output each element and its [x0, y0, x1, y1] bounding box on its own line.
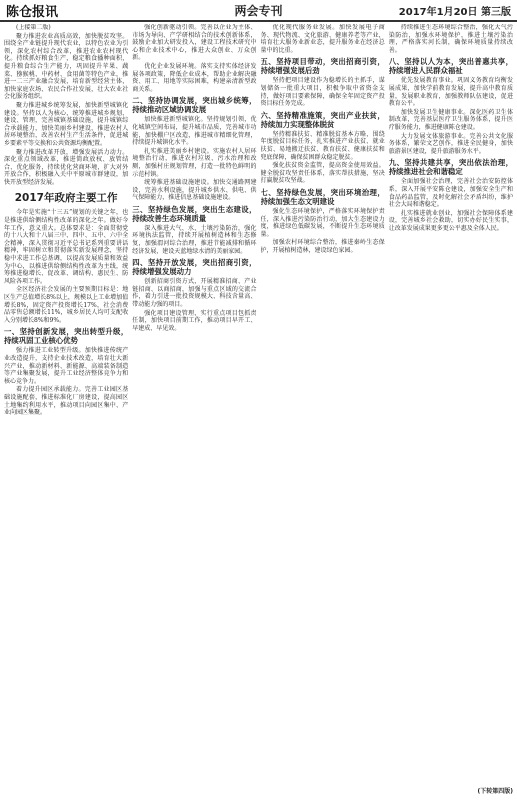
- article-column-2: [132, 24, 256, 796]
- paragraph: 深入推进大气、水、土壤污染防治，强化环境执法监管，持续开展植树造林和生态修复，加强渭河综合治理，推进节能减排和循环经济发展，建设天蓝地绿水清的美丽家园。: [132, 224, 257, 255]
- paragraph: 强化扶贫资金监管，提高资金使用效益。健全脱贫攻坚责任体系，落实帮扶措施，坚决打赢脱贫攻坚战。: [260, 162, 385, 185]
- section-heading: 一、坚持创新发展，突出转型升级，持续巩固工业核心优势: [4, 327, 129, 346]
- section-title: 两会专刊: [234, 4, 283, 18]
- article-column-4: [389, 24, 513, 796]
- page-number: 第三版: [481, 7, 511, 18]
- masthead: [0, 0, 517, 22]
- section-heading: 二、坚持协调发展，突出城乡统筹，持续推动区域协调发展: [132, 96, 257, 115]
- paragraph: 聚力推进改革开放，增强发展活力动力。深化重点领域改革，推进简政放权、放管结合、优化服务，持续优化营商环境，扩大对外开放合作，积极融入关中平原城市群建设，加快开放型经济发展。: [4, 148, 129, 186]
- issue-date-page: [399, 3, 511, 18]
- paragraph: 统筹推进基础设施建设。加快交通路网建设，完善水利设施，提升城乡供水、供电、供气保障能力，推进信息基础设施建设。: [132, 179, 257, 202]
- section-heading: 七、坚持绿色发展，突出环境治理，持续加强生态文明建设: [260, 187, 385, 206]
- continued-note: (下转第四版): [477, 788, 513, 796]
- article-column-1: [4, 24, 128, 796]
- paragraph: 扎实推进美丽乡村建设。实施农村人居环境整治行动，推进农村垃圾、污水治理和改厕，加强村庄规划管理，打造一批特色鲜明的示范村镇。: [132, 147, 257, 178]
- section-heading: 五、坚持项目带动，突出招商引资，持续增强发展后劲: [260, 57, 385, 76]
- paragraph: 强化项目建设管理，实行重点项目包抓责任制，加快项目前期工作，推动项目早开工、早建成、早见效。: [132, 309, 257, 332]
- paragraph: 大力发展文体旅游事业。完善公共文化服务体系，繁荣文艺创作，推进全民健身，加快旅游景区建设，提升旅游服务水平。: [388, 132, 513, 155]
- section-heading: 四、坚持开放发展，突出招商引资，持续增强发展动力: [132, 258, 257, 277]
- paragraph: 坚持把项目建设作为稳增长的主抓手，谋划储备一批重大项目，积极争取中省资金支持，做好项目要素保障，确保全年固定资产投资目标任务完成。: [260, 77, 385, 108]
- section-heading: 三、坚持绿色发展，突出生态建设，持续改善生态环境质量: [132, 204, 257, 223]
- paragraph: 强化创新驱动引领。完善以企业为主体、市场为导向、产学研相结合的技术创新体系，鼓励企业加大研发投入，建设工程技术研究中心和企业技术中心，推进大众创业、万众创新。: [132, 24, 257, 62]
- section-heading: 六、坚持精准施策，突出产业扶贫，持续加力实现整体脱贫: [260, 110, 385, 129]
- paragraph: 今年是实施“十三五”规划的关键之年，也是推进供给侧结构性改革的深化之年。做好今年工作，意义重大。总体要求是：全面贯彻党的十八大和十八届三中、四中、五中、六中全会精神，深入贯彻习近平总书记系列重要讲话精神，牢固树立和贯彻落实新发展理念，坚持稳中求进工作总基调，以提高发展质量和效益为中心，以推进供给侧结构性改革为主线，统筹推进稳增长、促改革、调结构、惠民生、防风险各项工作。: [4, 209, 129, 285]
- paragraph: 聚力推进城乡统筹发展，加快新型城镇化建设。坚持以人为核心，统筹推进城乡规划、建设、管理，完善城镇基础设施，提升城镇综合承载能力，加快美丽乡村建设，推进农村人居环境整治，改善农村生产生活条件，促进城乡要素平等交换和公共资源均衡配置。: [4, 101, 129, 147]
- paragraph: 坚持精准扶贫、精准脱贫基本方略，围绕年度脱贫目标任务，扎实推进产业扶贫、就业扶贫、易地搬迁扶贫、教育扶贫、健康扶贫和兜底保障，确保贫困群众稳定脱贫。: [260, 130, 385, 161]
- paragraph: 优先发展教育事业。巩固义务教育均衡发展成果，加快学前教育发展，提升高中教育质量，发展职业教育，加强教师队伍建设，促进教育公平。: [388, 77, 513, 108]
- paragraph: 强化生态环境保护，严格落实环境保护责任，深入推进污染防治行动，加大生态建设力度，推进绿色低碳发展，不断提升生态环境质量。: [260, 207, 385, 238]
- paragraph: 加快发展卫生健康事业。深化医药卫生体制改革，完善基层医疗卫生服务体系，提升医疗服务能力，推进健康陈仓建设。: [388, 108, 513, 131]
- paragraph: 聚力推进农业高质高效，加快脱贫攻坚。围绕全产业链提升现代农业，以特色农业为引领，深化农村综合改革，推进农业农村现代化。持续抓好粮食生产，稳定粮食播种面积，提升粮食综合生产能力，巩固提升苹果、蔬菜、猕猴桃、中药材、食用菌等特色产业，推进一二三产业融合发展，培育新型经营主体，加快家庭农场、农民合作社发展，壮大农业社会化服务组织。: [4, 32, 129, 101]
- issue-date: 2017年1月20日: [398, 7, 478, 18]
- section-heading: 八、坚持以人为本，突出普惠共享，持续增进人民群众福祉: [388, 57, 513, 76]
- paragraph: 优化企业发展环境。落实支持实体经济发展各项政策，降低企业成本，帮助企业解决融资、用工、用地等实际困难，构建亲清新型政商关系。: [132, 62, 257, 93]
- section-heading: 九、坚持共建共享，突出依法治理，持续推进社会和谐稳定: [388, 158, 513, 177]
- paragraph: 加强农村环境综合整治，推进秦岭生态保护，开展植树造林，建设绿色家园。: [260, 239, 385, 254]
- paragraph: 着力提升园区承载能力。完善工业园区基础设施配套，推进标准化厂房建设，提高园区土地集约利用水平，推动项目向园区集中、产业向园区集聚。: [4, 386, 129, 417]
- article-column-3: [261, 24, 385, 796]
- paragraph: 强力推进工业转型升级。加快推进传统产业改造提升，支持企业技术改造，培育壮大新兴产业，推动新材料、新能源、高端装备制造等产业集聚发展，提升工业经济整体竞争力和核心竞争力。: [4, 347, 129, 385]
- paper-name: 陈仓报讯: [6, 5, 59, 20]
- paragraph: 优化现代服务业发展。加快发展电子商务、现代物流、文化旅游、健康养老等产业，培育壮大服务业新业态，提升服务业在经济总量中的比重。: [260, 24, 385, 54]
- paragraph: 扎实推进就业创业，加强社会保障体系建设，完善城乡社会救助，切实办好民生实事，让改革发展成果更多更公平惠及全体人民。: [388, 209, 513, 232]
- paragraph: 创新招商引资方式，开展精准招商、产业链招商、以商招商，加强与重点区域的交流合作，着力引进一批投资规模大、科技含量高、带动能力强的项目。: [132, 278, 257, 309]
- paragraph: 全面加强社会治理，完善社会治安防控体系，深入开展平安陈仓建设，加强安全生产和食品药品监管，及时化解社会矛盾纠纷，维护社会大局和谐稳定。: [388, 178, 513, 209]
- report-main-heading: 2017年政府主要工作: [14, 192, 118, 205]
- paragraph: 全区经济社会发展的主要预期目标是：地区生产总值增长8%以上，规模以上工业增加值增长8%，固定资产投资增长17%，社会消费品零售总额增长11%，城乡居民人均可支配收入分别增长8%和9%。: [4, 286, 129, 324]
- paragraph: 加快推进新型城镇化。坚持规划引领，优化城镇空间布局，提升城市品质，完善城市功能，加快棚户区改造，推进城市精细化管理，持续提升城镇化水平。: [132, 116, 257, 147]
- paragraph: 持续推进生态环境综合整治，强化大气污染防治，加强水环境保护，推进土壤污染治理，严格落实河长制，确保环境质量持续改善。: [388, 24, 513, 54]
- article-body: [4, 24, 513, 796]
- paragraph: (上接第二版): [16, 24, 51, 31]
